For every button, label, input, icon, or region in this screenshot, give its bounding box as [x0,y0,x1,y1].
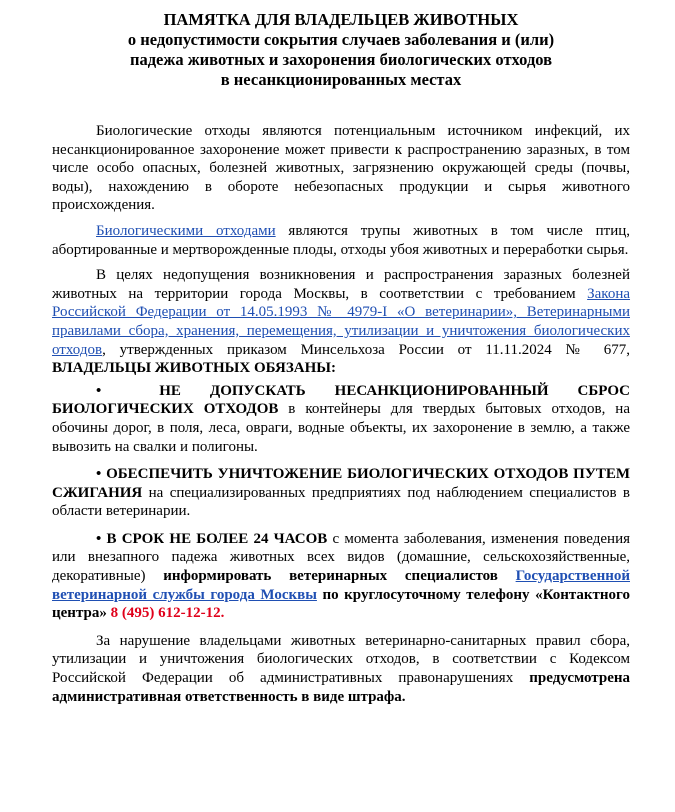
bullet-no-dumping-bold: НЕ ДОПУСКАТЬ НЕСАНКЦИОНИРОВАННЫЙ СБРОС БИОЛОГИЧЕСКИХ ОТХОДОВ [52,382,631,418]
bullet-incineration [52,465,630,521]
bullet-report-space [498,568,516,584]
title-line-4: в несанкционированных местах [220,70,462,89]
bullet-incineration-bold: ОБЕСПЕЧИТЬ УНИЧТОЖЕНИЕ БИОЛОГИЧЕСКИХ ОТХОДОВ ПУТЕМ СЖИГАНИЯ [52,466,630,501]
title-line-2: о недопустимости сокрытия случаев заболевания и (или) [127,30,555,49]
liability-text: За нарушение владельцами животных ветеринарно-санитарных правил сбора, утилизации и уничтожения биологических отходов, в соответствии с Кодексом Российской Федерации об административных правонарушениях [52,632,630,687]
paragraph-intro: Биологические отходы являются потенциальным источником инфекций, их несанкционированное захоронение может привести к распространению заразных, в том числе особо опасных, болезней животных, загрязнению окружающей среды (почвы, воды), нахождению в обороте небезопасных продукции и сырья животного происхождения. [52,123,630,214]
legal-basis-intro: В целях недопущения возникновения и распространения заразных болезней животных на территории города Москвы, в соответствии с требованием [52,267,630,302]
veterinary-law-link[interactable]: Закона Российской Федерации от 14.05.1993 № 4979-I «О ветеринарии», Ветеринарными правилами сбора, хранения, перемещения, утилизации и уничтожения биологических отходов [52,285,631,358]
owners-obliged-heading: ВЛАДЕЛЬЦЫ ЖИВОТНЫХ ОБЯЗАНЫ: [52,360,337,377]
liability-fine: предусмотрена административная ответственность в виде штрафа. [52,670,630,705]
document-page [52,10,630,706]
vet-service-link[interactable]: Государственной ветеринарной службы города Москвы [52,568,630,603]
document-title [52,10,630,90]
bullet-report-24h [52,530,630,623]
legal-basis-order: , утвержденных приказом Минсельхоза России от 11.11.2024 № 677, [102,341,630,358]
bullet-no-dumping [52,382,630,456]
title-line-1: ПАМЯТКА ДЛЯ ВЛАДЕЛЬЦЕВ ЖИВОТНЫХ [163,10,519,29]
bullet-marker: • [96,530,102,547]
bullet-report-phone-label: по круглосуточному телефону «Контактного центра» [52,586,630,622]
bullet-report-text: с момента заболевания, изменения поведения или внезапного падежа животных всех видов (домашние, сельскохозяйственные, декоративные) [52,530,631,585]
biological-waste-link[interactable]: Биологическими отходами [96,222,276,239]
bullet-report-inform: информировать ветеринарных специалистов [163,568,498,585]
bullet-report-deadline: В СРОК НЕ БОЛЕЕ 24 ЧАСОВ [106,530,328,547]
paragraph-legal-basis [52,266,630,378]
paragraph-definition [52,222,630,259]
paragraph-liability [52,632,630,706]
contact-center-phone: 8 (495) 612-12-12. [110,605,225,622]
definition-text: являются трупы животных в том числе птиц, абортированные и мертворожденные плоды, отходы убоя животных и переработки сырья. [52,222,631,258]
bullet-incineration-text: на специализированных предприятиях под наблюдением специалистов в области ветеринарии. [52,484,630,520]
bullet-marker: • [96,466,102,483]
title-line-3: падежа животных и захоронения биологических отходов [129,50,553,69]
bullet-marker: • [96,382,102,399]
bullet-no-dumping-text: в контейнеры для твердых бытовых отходов, на обочины дорог, в поля, леса, овраги, водные объекты, их захоронение в землю, а также вывозить на свалки и полигоны. [52,401,630,455]
